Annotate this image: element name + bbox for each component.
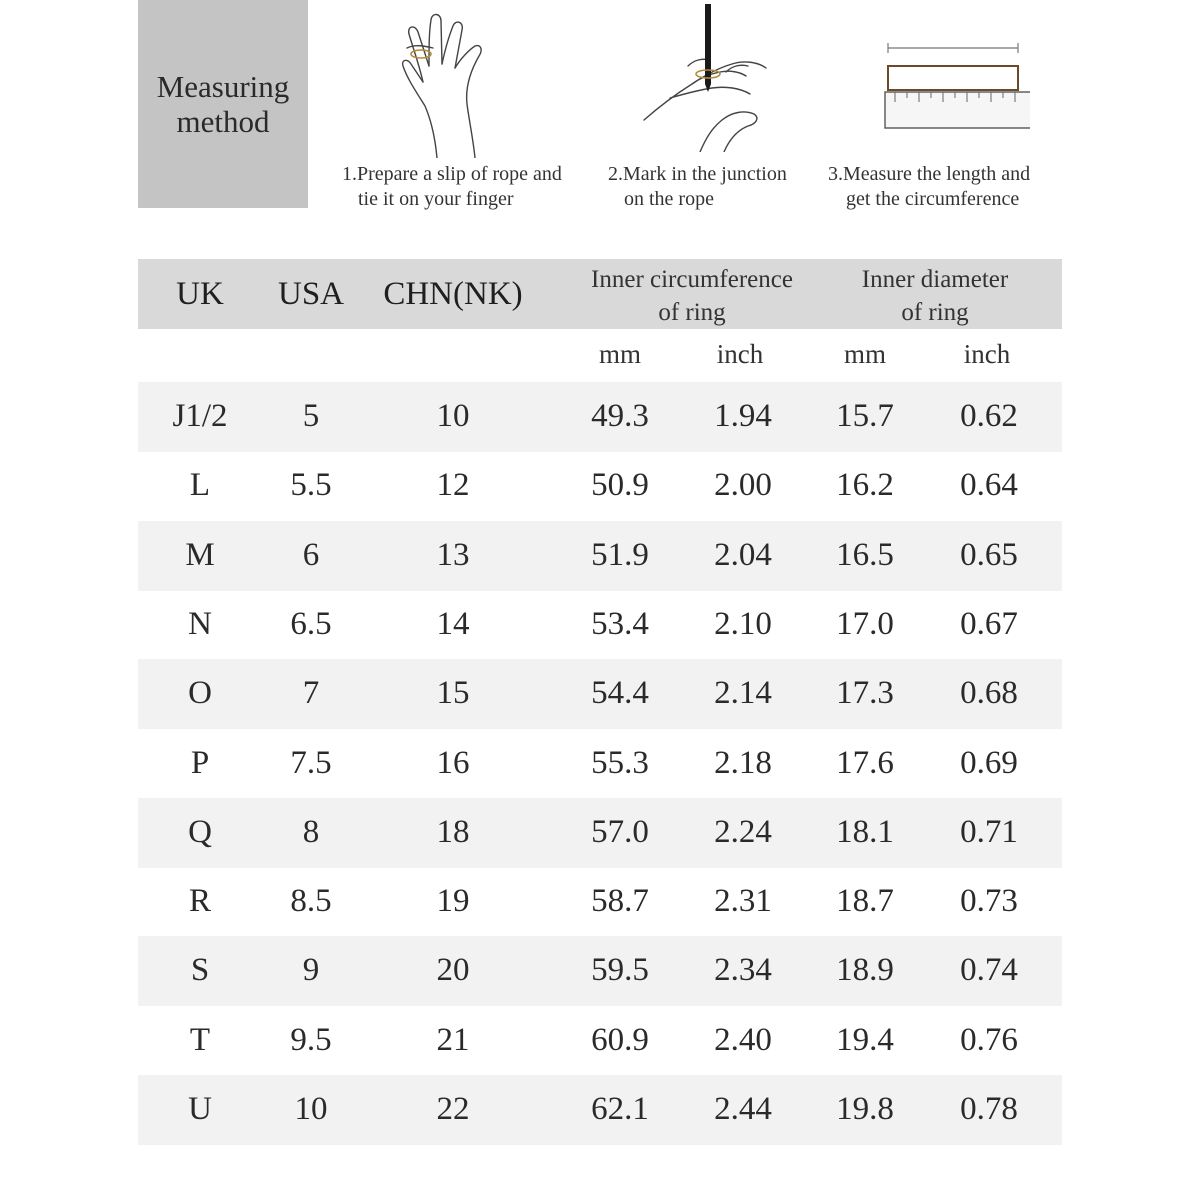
circ-inch-cell: 2.44: [714, 1091, 772, 1127]
table-row: [138, 867, 1062, 937]
usa-size-cell: 8: [302, 813, 320, 850]
header-uk: UK: [176, 276, 224, 312]
usa-size-cell: 6: [302, 536, 320, 573]
circ-mm-cell: 54.4: [591, 675, 649, 712]
diam-mm-cell: 18.9: [836, 952, 894, 989]
header-diam-line-2: of ring: [901, 299, 969, 326]
chn-size-cell: 12: [436, 467, 470, 504]
step-1-line-1: 1.Prepare a slip of rope and: [342, 163, 562, 185]
circ-mm-cell: 62.1: [591, 1091, 649, 1127]
usa-size-cell: 7.5: [290, 744, 332, 781]
table-row: [138, 936, 1062, 1006]
uk-size-cell: J1/2: [172, 398, 228, 434]
diam-inch-cell: 0.62: [960, 398, 1018, 434]
header-inner-diameter: [862, 263, 1008, 329]
step-2-caption: [608, 162, 787, 212]
table-row: [138, 382, 1062, 452]
diam-mm-cell: 19.4: [836, 1021, 894, 1058]
table-row: [138, 729, 1062, 799]
circ-mm-cell: 60.9: [591, 1021, 649, 1058]
diam-inch-cell: 0.69: [960, 744, 1018, 781]
diam-inch-cell: 0.67: [960, 605, 1018, 642]
circ-mm-cell: 59.5: [591, 952, 649, 989]
chn-size-cell: 21: [436, 1021, 470, 1058]
chn-size-cell: 10: [436, 398, 470, 434]
circ-inch-cell: 2.24: [714, 813, 772, 850]
uk-size-cell: P: [190, 744, 210, 781]
usa-size-cell: 6.5: [290, 605, 332, 642]
unit-circ-inch: inch: [716, 339, 764, 369]
circ-inch-cell: 2.14: [714, 675, 772, 712]
hand-rope-icon: [385, 8, 505, 158]
circ-inch-cell: 2.31: [714, 883, 772, 920]
ruler-icon: [880, 40, 1030, 135]
step-1-line-2: tie it on your finger: [358, 188, 514, 210]
usa-size-cell: 10: [294, 1091, 328, 1127]
chn-size-cell: 16: [436, 744, 470, 781]
chn-size-cell: 13: [436, 536, 470, 573]
table-row: [138, 1006, 1062, 1076]
diam-mm-cell: 18.1: [836, 813, 894, 850]
unit-diam-inch: inch: [963, 339, 1011, 369]
diam-inch-cell: 0.68: [960, 675, 1018, 712]
header-inner-circumference: [591, 263, 793, 329]
header-usa: USA: [277, 276, 345, 312]
chn-size-cell: 18: [436, 813, 470, 850]
diam-inch-cell: 0.64: [960, 467, 1018, 504]
circ-inch-cell: 1.94: [714, 398, 772, 434]
circ-mm-cell: 57.0: [591, 813, 649, 850]
circ-mm-cell: 55.3: [591, 744, 649, 781]
table-row: [138, 521, 1062, 591]
header-circ-line-1: Inner circumference: [591, 266, 793, 293]
step-3-line-1: 3.Measure the length and: [828, 163, 1031, 185]
uk-size-cell: S: [190, 952, 210, 989]
usa-size-cell: 5.5: [290, 467, 332, 504]
uk-size-cell: U: [188, 1091, 212, 1127]
unit-diam-mm: mm: [843, 339, 887, 369]
measuring-method-title: [138, 0, 308, 208]
table-row: [138, 798, 1062, 868]
circ-mm-cell: 58.7: [591, 883, 649, 920]
title-line-1: Measuring: [156, 69, 290, 104]
usa-size-cell: 9.5: [290, 1021, 332, 1058]
pen-mark-icon: [640, 2, 780, 152]
diam-mm-cell: 17.6: [836, 744, 894, 781]
circ-inch-cell: 2.40: [714, 1021, 772, 1058]
header-circ-line-2: of ring: [658, 299, 726, 326]
uk-size-cell: O: [188, 675, 212, 712]
diam-mm-cell: 17.3: [836, 675, 894, 712]
step-2-line-1: 2.Mark in the junction: [608, 163, 787, 185]
table-row: [138, 659, 1062, 729]
chn-size-cell: 14: [436, 605, 470, 642]
step-1-caption: [342, 162, 562, 212]
diam-mm-cell: 17.0: [836, 605, 894, 642]
uk-size-cell: Q: [188, 813, 212, 850]
circ-inch-cell: 2.00: [714, 467, 772, 504]
chn-size-cell: 22: [436, 1091, 470, 1127]
table-row: [138, 590, 1062, 660]
uk-size-cell: L: [189, 467, 211, 504]
header-chn: CHN(NK): [383, 276, 523, 312]
diam-mm-cell: 15.7: [836, 398, 894, 434]
diam-inch-cell: 0.78: [960, 1091, 1018, 1127]
table-row: [138, 451, 1062, 521]
usa-size-cell: 5: [302, 398, 320, 434]
circ-mm-cell: 49.3: [591, 398, 649, 434]
step-2-line-2: on the rope: [624, 188, 714, 210]
diam-inch-cell: 0.73: [960, 883, 1018, 920]
diam-inch-cell: 0.76: [960, 1021, 1018, 1058]
table-row: [138, 1075, 1062, 1145]
diam-inch-cell: 0.65: [960, 536, 1018, 573]
uk-size-cell: M: [185, 536, 215, 573]
uk-size-cell: T: [189, 1021, 211, 1058]
step-3-caption: [828, 162, 1030, 212]
circ-inch-cell: 2.10: [714, 605, 772, 642]
uk-size-cell: R: [188, 883, 212, 920]
diam-mm-cell: 16.2: [836, 467, 894, 504]
diam-mm-cell: 16.5: [836, 536, 894, 573]
diam-inch-cell: 0.74: [960, 952, 1018, 989]
table-header: [138, 259, 1062, 329]
usa-size-cell: 8.5: [290, 883, 332, 920]
uk-size-cell: N: [188, 605, 212, 642]
header-diam-line-1: Inner diameter: [861, 266, 1009, 293]
circ-mm-cell: 53.4: [591, 605, 649, 642]
chn-size-cell: 19: [436, 883, 470, 920]
chn-size-cell: 20: [436, 952, 470, 989]
chn-size-cell: 15: [436, 675, 470, 712]
circ-inch-cell: 2.18: [714, 744, 772, 781]
diam-mm-cell: 19.8: [836, 1091, 894, 1127]
title-line-2: method: [176, 104, 270, 139]
diam-mm-cell: 18.7: [836, 883, 894, 920]
unit-circ-mm: mm: [598, 339, 642, 369]
circ-mm-cell: 50.9: [591, 467, 649, 504]
circ-mm-cell: 51.9: [591, 536, 649, 573]
step-3-line-2: get the circumference: [846, 188, 1020, 210]
usa-size-cell: 9: [302, 952, 320, 989]
circ-inch-cell: 2.34: [714, 952, 772, 989]
circ-inch-cell: 2.04: [714, 536, 772, 573]
usa-size-cell: 7: [302, 675, 320, 712]
diam-inch-cell: 0.71: [960, 813, 1018, 850]
